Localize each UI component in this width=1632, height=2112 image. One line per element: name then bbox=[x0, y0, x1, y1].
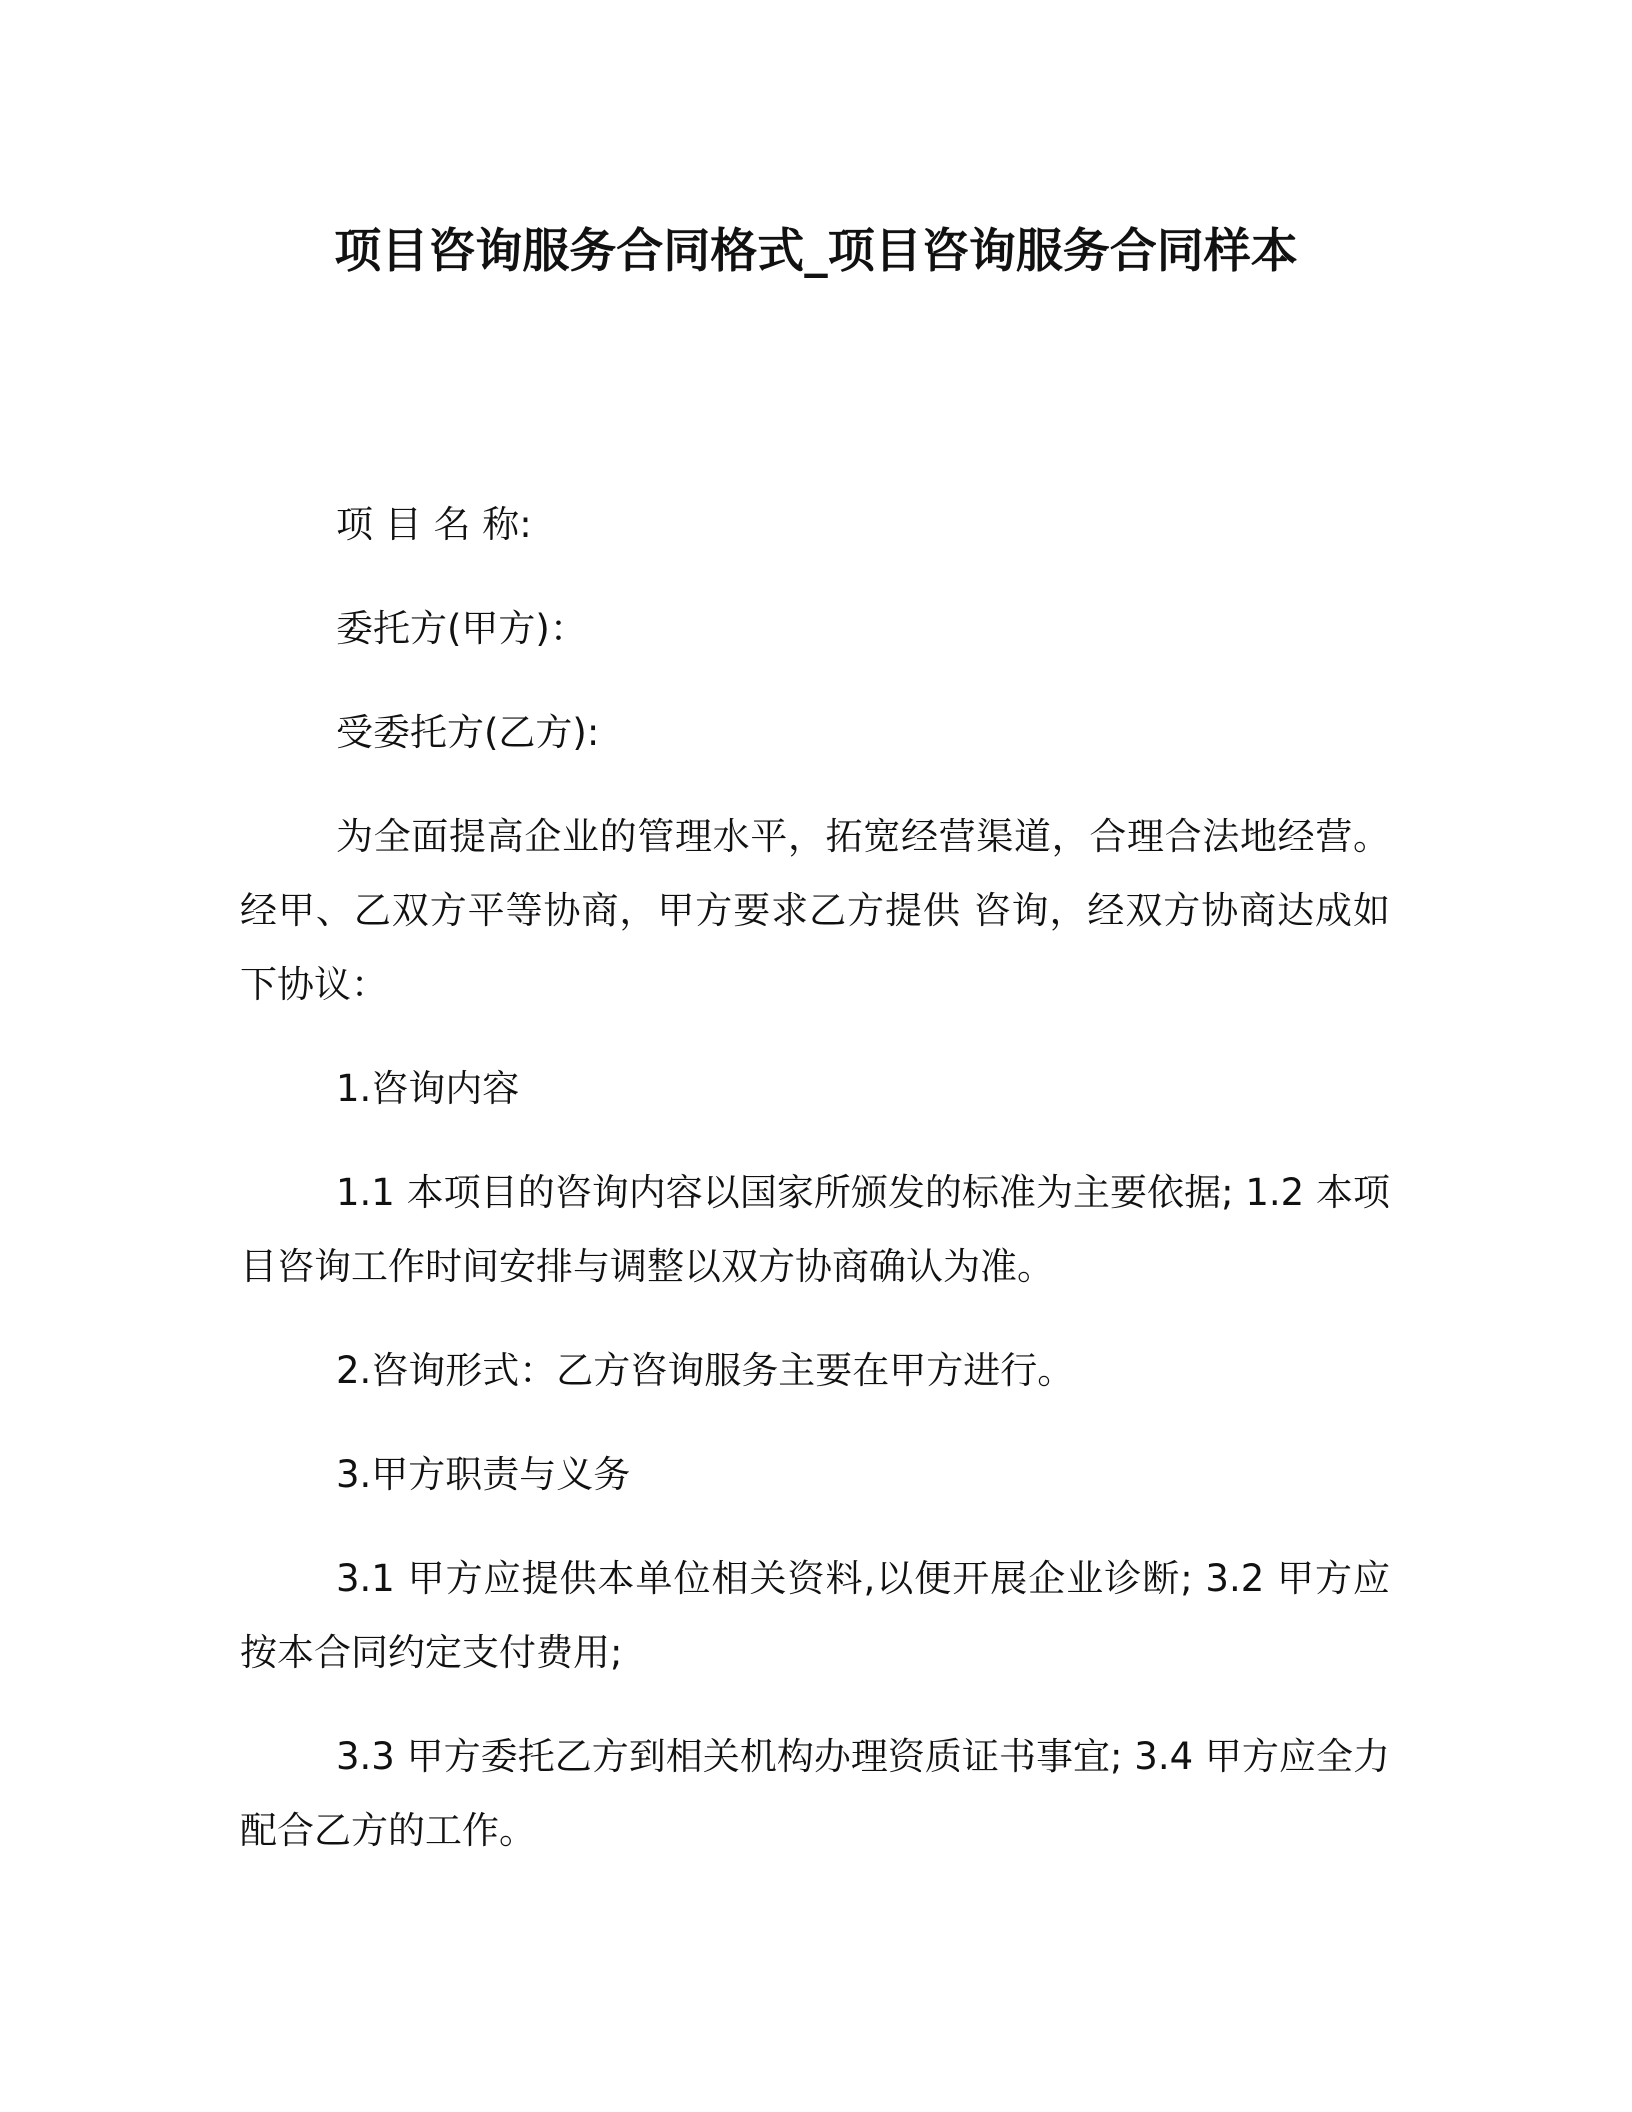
section-1-heading: 1.咨询内容 bbox=[336, 1067, 520, 1110]
client-field: 委托方(甲方)： bbox=[336, 607, 587, 650]
contractor-field: 受委托方(乙方): bbox=[336, 711, 600, 754]
section-2-paragraph: 2.咨询形式：乙方咨询服务主要在甲方进行。 bbox=[336, 1349, 1075, 1392]
section-3-body-2: 3.3 甲方委托乙方到相关机构办理资质证书事宜; 3.4 甲方应全力配合乙方的工作。 bbox=[240, 1735, 1390, 1852]
section-3-body-1: 3.1 甲方应提供本单位相关资料,以便开展企业诊断; 3.2 甲方应按本合同约定支付费用; bbox=[240, 1557, 1390, 1674]
document-title: 项目咨询服务合同格式_项目咨询服务合同样本 bbox=[334, 224, 1298, 279]
section-3-heading: 3.甲方职责与义务 bbox=[336, 1453, 631, 1496]
section-1-body: 1.1 本项目的咨询内容以国家所颁发的标准为主要依据; 1.2 本项目咨询工作时间安排与调整以双方协商确认为准。 bbox=[240, 1171, 1390, 1288]
document-body bbox=[240, 488, 1390, 1898]
project-name-field: 项 目 名 称: bbox=[336, 503, 532, 546]
intro-paragraph: 为全面提高企业的管理水平，拓宽经营渠道，合理合法地经营。经甲、乙双方平等协商，甲方要求乙方提供 咨询，经双方协商达成如下协议： bbox=[240, 815, 1390, 1006]
